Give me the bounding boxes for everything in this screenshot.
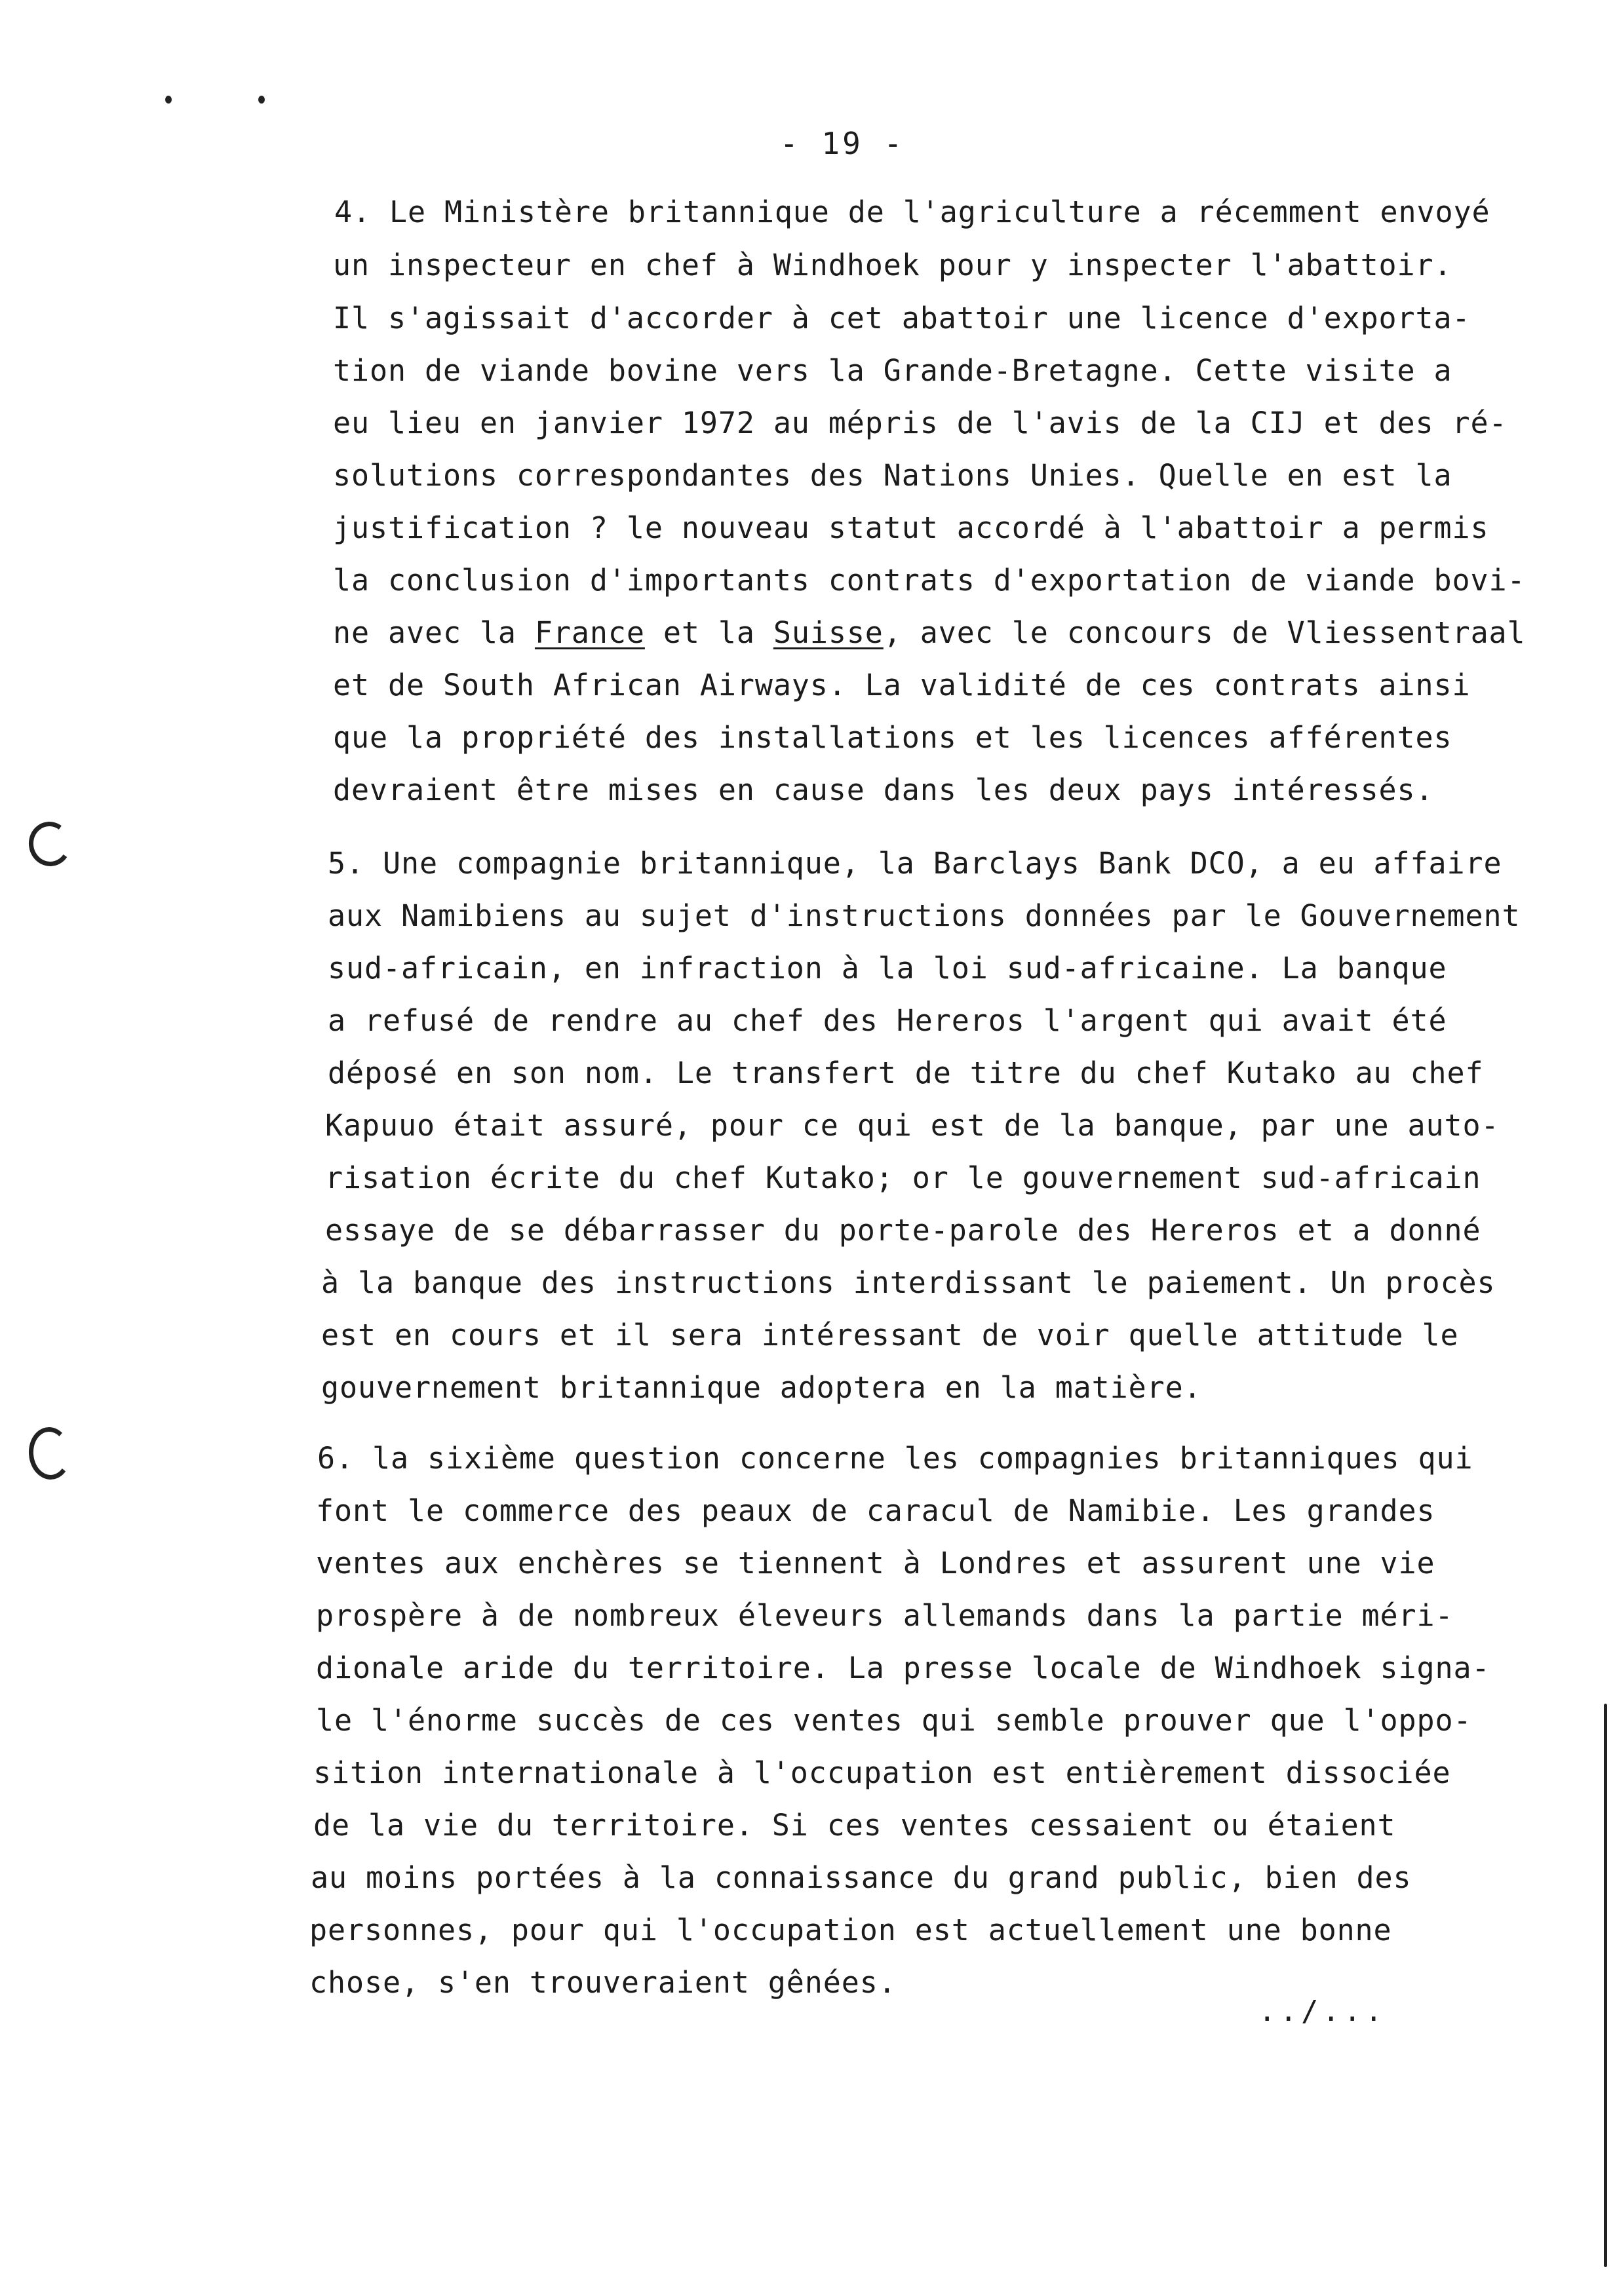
text-line: Kapuuo était assuré, pour ce qui est de la banque, par une auto- bbox=[325, 1108, 1500, 1143]
text-line: sition internationale à l'occupation est entièrement dissociée bbox=[313, 1755, 1451, 1790]
text-line: le l'énorme succès de ces ventes qui semble prouver que l'oppo- bbox=[316, 1703, 1472, 1738]
text-line: à la banque des instructions interdissant le paiement. Un procès bbox=[321, 1265, 1496, 1300]
text-line: justification ? le nouveau statut accordé à l'abattoir a permis bbox=[333, 510, 1489, 545]
text-line: déposé en son nom. Le transfert de titre du chef Kutako au chef bbox=[328, 1056, 1484, 1090]
text-line: est en cours et il sera intéressant de voir quelle attitude le bbox=[321, 1318, 1459, 1352]
page-number: - 19 - bbox=[780, 126, 905, 161]
text-line: sud-africain, en infraction à la loi sud-africaine. La banque bbox=[328, 951, 1447, 985]
text-line: eu lieu en janvier 1972 au mépris de l'avis de la CIJ et des ré- bbox=[333, 406, 1508, 440]
text-line: 5. Une compagnie britannique, la Barclays Bank DCO, a eu affaire bbox=[328, 846, 1502, 881]
text-line: la conclusion d'importants contrats d'exportation de viande bovi- bbox=[333, 563, 1526, 598]
underlined-country-suisse: Suisse bbox=[773, 615, 884, 650]
scan-edge-line bbox=[1604, 1704, 1607, 2267]
text-line: solutions correspondantes des Nations Unies. Quelle en est la bbox=[333, 458, 1452, 493]
text-line: chose, s'en trouveraient gênées. bbox=[309, 1965, 897, 2000]
text-line: personnes, pour qui l'occupation est actuellement une bonne bbox=[309, 1913, 1392, 1947]
scan-mark-dot bbox=[165, 96, 172, 104]
text-line: devraient être mises en cause dans les deux pays intéressés. bbox=[333, 773, 1434, 807]
text-line: aux Namibiens au sujet d'instructions données par le Gouvernement bbox=[328, 898, 1521, 933]
punch-hole-mark bbox=[26, 818, 75, 870]
text-line: de la vie du territoire. Si ces ventes cessaient ou étaient bbox=[313, 1808, 1396, 1843]
punch-hole-mark bbox=[27, 1425, 73, 1481]
text-line: Il s'agissait d'accorder à cet abattoir une licence d'exporta- bbox=[333, 301, 1471, 335]
text-line: ventes aux enchères se tiennent à Londres et assurent une vie bbox=[316, 1546, 1435, 1580]
text-line: tion de viande bovine vers la Grande-Bretagne. Cette visite a bbox=[333, 353, 1452, 388]
text-line: a refusé de rendre au chef des Hereros l'argent qui avait été bbox=[328, 1003, 1447, 1038]
text-line: gouvernement britannique adoptera en la matière. bbox=[321, 1370, 1202, 1405]
text-line: prospère à de nombreux éleveurs allemands dans la partie méri- bbox=[316, 1598, 1454, 1633]
text-line: un inspecteur en chef à Windhoek pour y inspecter l'abattoir. bbox=[333, 248, 1452, 282]
text-line: au moins portées à la connaissance du grand public, bien des bbox=[311, 1860, 1412, 1895]
continuation-mark: ../... bbox=[1258, 1995, 1386, 2028]
scan-mark-dot bbox=[258, 96, 265, 104]
text-line: font le commerce des peaux de caracul de Namibie. Les grandes bbox=[316, 1493, 1435, 1528]
text-line: dionale aride du territoire. La presse locale de Windhoek signa- bbox=[316, 1651, 1490, 1685]
text-line: 6. la sixième question concerne les compagnies britanniques qui bbox=[317, 1441, 1473, 1476]
text-line: ne avec la France et la Suisse, avec le concours de Vliessentraal bbox=[333, 615, 1526, 650]
text-line: essaye de se débarrasser du porte-parole des Hereros et a donné bbox=[325, 1213, 1481, 1248]
text-line: risation écrite du chef Kutako; or le gouvernement sud-africain bbox=[325, 1160, 1481, 1195]
text-line: 4. Le Ministère britannique de l'agriculture a récemment envoyé bbox=[334, 195, 1490, 229]
text-line: et de South African Airways. La validité de ces contrats ainsi bbox=[333, 668, 1471, 702]
text-line: que la propriété des installations et les licences afférentes bbox=[333, 720, 1452, 755]
underlined-country-france: France bbox=[534, 615, 645, 650]
